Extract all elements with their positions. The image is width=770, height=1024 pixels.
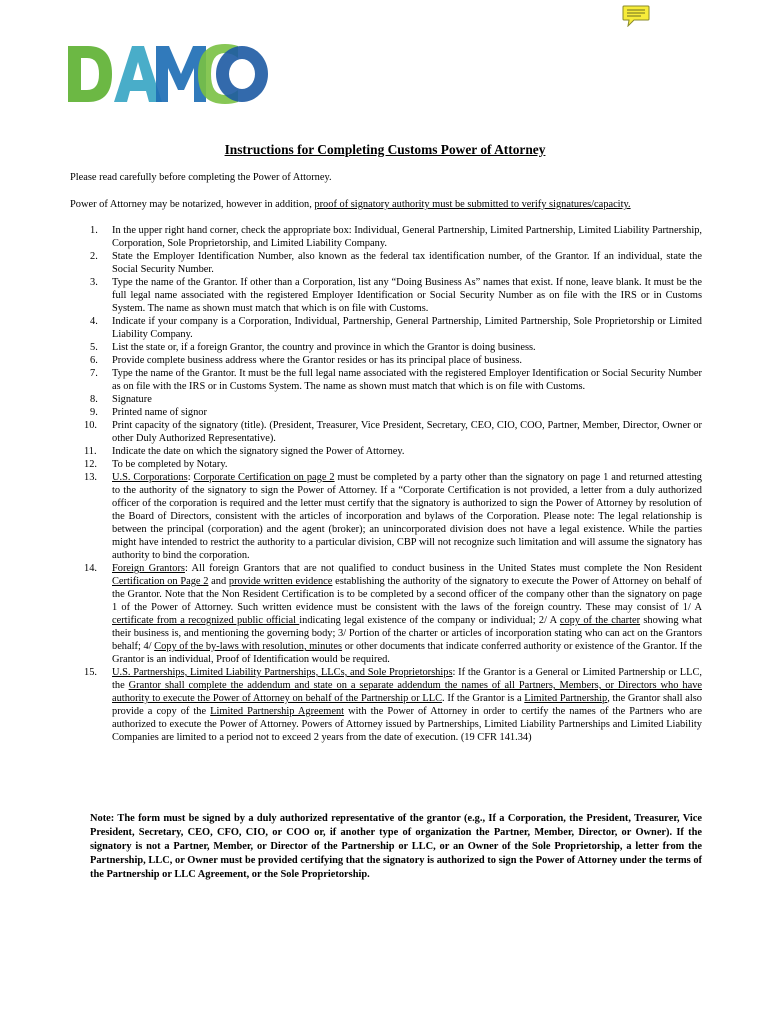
list-item: 1. In the upper right hand corner, check the appropriate box: Individual, General Partnership, Limited Partnership, Limited Liability Partnership, Corporation, Sole Proprietorship, and Limited Liability Company. [90, 225, 702, 249]
list-item: 12. To be completed by Notary. [84, 459, 228, 470]
signatory-authority-note: proof of signatory authority must be submitted to verify signatures/capacity. [314, 199, 631, 210]
list-item-us-corporations: 13. U.S. Corporations: Corporate Certification on page 2 must be completed by a party other than the signatory on page 1 and returned attesting to the authority of the signatory to sign the Power of Attorney. If a “Corporate Certification is not provided, a letter from a duly authorized officer of the corporation is required and the letter must certify that the signatory is authorized to sign the Power of Attorney by resolution of the Board of Directors, consistent with the articles of incorporation and bylaws of the Corporation. Please note: The legal relationship is between the principal (corporation) and the agent (broker); an unincorporated division does not have a legal existence. While the parties might have intended to restrict the authority to a particular division, CBP will not recognize such limitation and will assume the signatory has authority to bind the corporation. [84, 472, 702, 561]
damco-logo [68, 44, 270, 104]
list-item-foreign-grantors: 14. Foreign Grantors: All foreign Grantors that are not qualified to conduct business in the United States must complete the Non Resident Certification on Page 2 and provide written evidence establishing the authority of the signatory to execute the Power of Attorney on behalf of the Grantor. Note that the Non Resident Certification is to be completed by a second officer of the company other than the signatory on page 1 of the Power of Attorney. Such written evidence must be consistent with the laws of the foreign country. These may consist of 1/ A certificate from a recognized public official indicating legal existence of the company or individual; 2/ A copy of the charter showing what their business is, and mentioning the governing body; 3/ Portion of the charter or articles of incorporation stating who can act on the Grantors behalf; 4/ Copy of the by-laws with resolution, minutes or other documents that indicate conferred authority or existence of the Grantor. If the Grantor is an individual, Proof of Identification would be required. [84, 563, 703, 665]
list-item: 8. Signature [90, 394, 152, 405]
list-item: 5. List the state or, if a foreign Grantor, the country and province in which the Grantor is doing business. [90, 342, 536, 353]
logo-letter-o [216, 46, 268, 102]
document-title: Instructions for Completing Customs Power of Attorney [224, 142, 546, 157]
list-item-us-partnerships: 15. U.S. Partnerships, Limited Liability Partnerships, LLCs, and Sole Proprietorships: If the Grantor is a General or Limited Partnership or LLC, the Grantor shall complete the addendum and state on a separate addendum the names of all Partners, Members, or Directors who have authority to execute the Power of Attorney on behalf of the Partnership or LLC. If the Grantor is a Limited Partnership, the Grantor shall also provide a copy of the Limited Partnership Agreement with the Power of Attorney in order to certify the names of the Partners who are authorized to execute the Power of Attorney. Powers of Attorney issued by Partnerships, Limited Liability Partnerships and Limited Liability Companies are limited to a period not to exceed 2 years from the date of execution. (19 CFR 141.34) [84, 667, 703, 743]
list-item: 2. State the Employer Identification Number, also known as the federal tax identification number, of the Grantor. If an individual, state the Social Security Number. [90, 251, 702, 275]
logo-letter-a [114, 46, 162, 102]
list-item: 3. Type the name of the Grantor. If other than a Corporation, list any “Doing Business As” names that exist. If none, leave blank. It must be the full legal name associated with the registered Employer Identification or Social Security Number as on file with the IRS or in Customs System. The name as shown must match that which is on file with Customs. [90, 277, 702, 314]
notarize-text: Power of Attorney may be notarized, however in addition, proof of signatory authority must be submitted to verify signatures/capacity. [70, 199, 631, 210]
logo-letter-d [68, 46, 112, 102]
list-item: 6. Provide complete business address where the Grantor resides or has its principal place of business. [90, 355, 523, 366]
intro-text: Please read carefully before completing the Power of Attorney. [70, 172, 332, 183]
list-item: 10. Print capacity of the signatory (title). (President, Treasurer, Vice President, Secretary, CEO, CIO, COO, Partner, Member, Director, Owner or other Duly Authorized Representative). [84, 420, 702, 444]
list-item: 4. Indicate if your company is a Corporation, Individual, Partnership, General Partnership, Limited Partnership, Sole Proprietorship or Limited Liability Company. [90, 316, 702, 340]
instructions-list [70, 224, 702, 744]
signature-note: Note: The form must be signed by a duly authorized representative of the grantor (e.g., If a Corporation, the President, Treasurer, Vice President, Secretary, CEO, CFO, CIO, or COO or, if another type of organization the Partner, Member, Director, or Owner). If the signatory is not a Partner, Member, or Director of the Partnership or LLC, or an Owner of the Sole Proprietorship, a letter from the Partnership, LLC, or Owner must be provided certifying that the signatory is authorized to sign the Power of Attorney under the terms of the Partnership or LLC Agreement, or the Sole Proprietorship. [90, 813, 702, 880]
list-item: 9. Printed name of signor [90, 407, 207, 418]
list-item: 7. Type the name of the Grantor. It must be the full legal name associated with the registered Employer Identification or Social Security Number as on file with the IRS or in Customs System. The name as shown must match that which is on file with Customs. [90, 368, 702, 392]
list-item: 11. Indicate the date on which the signatory signed the Power of Attorney. [84, 446, 405, 457]
comment-icon[interactable] [622, 5, 650, 27]
